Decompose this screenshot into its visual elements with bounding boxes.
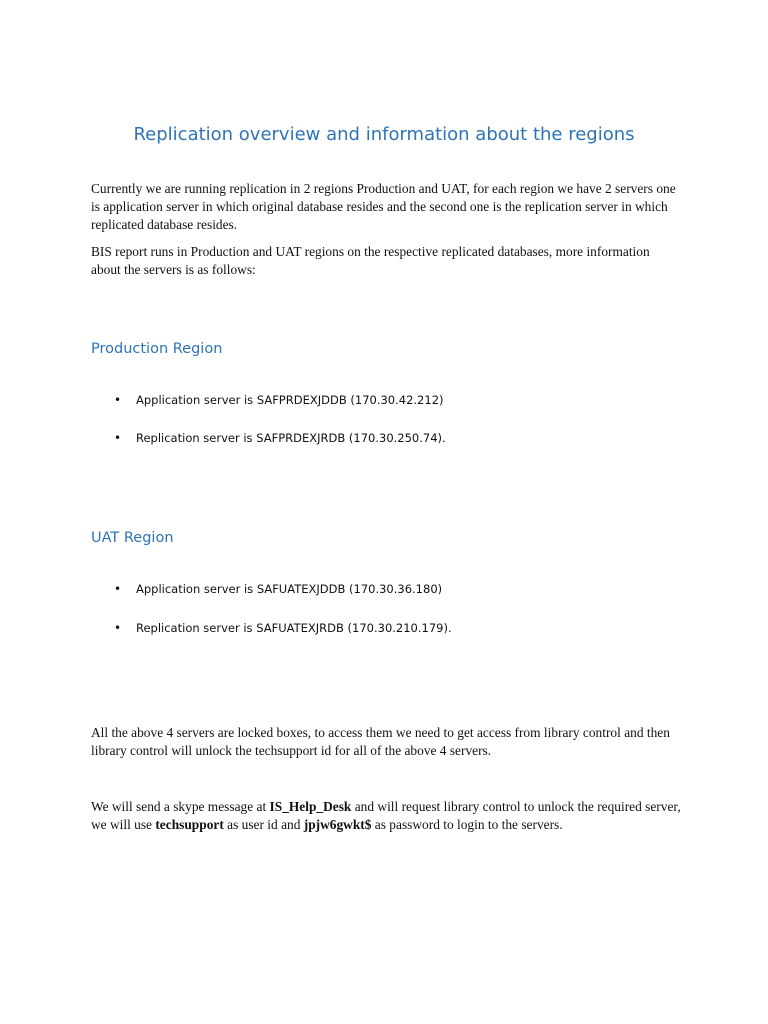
uat-region-heading: UAT Region	[91, 530, 174, 546]
list-item	[0, 619, 768, 637]
list-item	[0, 580, 768, 598]
helpdesk-name: IS_Help_Desk	[269, 799, 352, 814]
user-id: techsupport	[155, 817, 224, 832]
bullet-icon: •	[114, 621, 122, 635]
production-region-heading: Production Region	[91, 341, 223, 357]
server-text: Replication server is SAFUATEXJRDB (170.30.210.179).	[136, 621, 452, 635]
bis-paragraph: BIS report runs in Production and UAT regions on the respective replicated databases, more information about the servers is as follows:	[91, 244, 650, 277]
server-text: Application server is SAFPRDEXJDDB (170.30.42.212)	[136, 393, 444, 407]
intro-paragraph: Currently we are running replication in 2 regions Production and UAT, for each region we have 2 servers one is application server in which original database resides and the second one is the replication server in which replicated database resides.	[91, 181, 676, 232]
list-item	[0, 391, 768, 409]
bullet-icon: •	[114, 582, 122, 596]
list-item	[0, 429, 768, 447]
bullet-icon: •	[114, 431, 122, 445]
locked-boxes-paragraph: All the above 4 servers are locked boxes, to access them we need to get access from library control and then library control will unlock the techsupport id for all of the above 4 servers.	[91, 725, 670, 758]
skype-paragraph: We will send a skype message at IS_Help_Desk and will request library control to unlock the required server, we will use techsupport as user id and jpjw6gwkt$ as password to login to the servers.	[91, 799, 681, 832]
server-text: Application server is SAFUATEXJDDB (170.30.36.180)	[136, 582, 443, 596]
bullet-icon: •	[114, 393, 122, 407]
server-text: Replication server is SAFPRDEXJRDB (170.30.250.74).	[136, 431, 446, 445]
document-title: Replication overview and information about the regions	[133, 124, 635, 145]
password-value: jpjw6gwkt$	[303, 817, 372, 832]
